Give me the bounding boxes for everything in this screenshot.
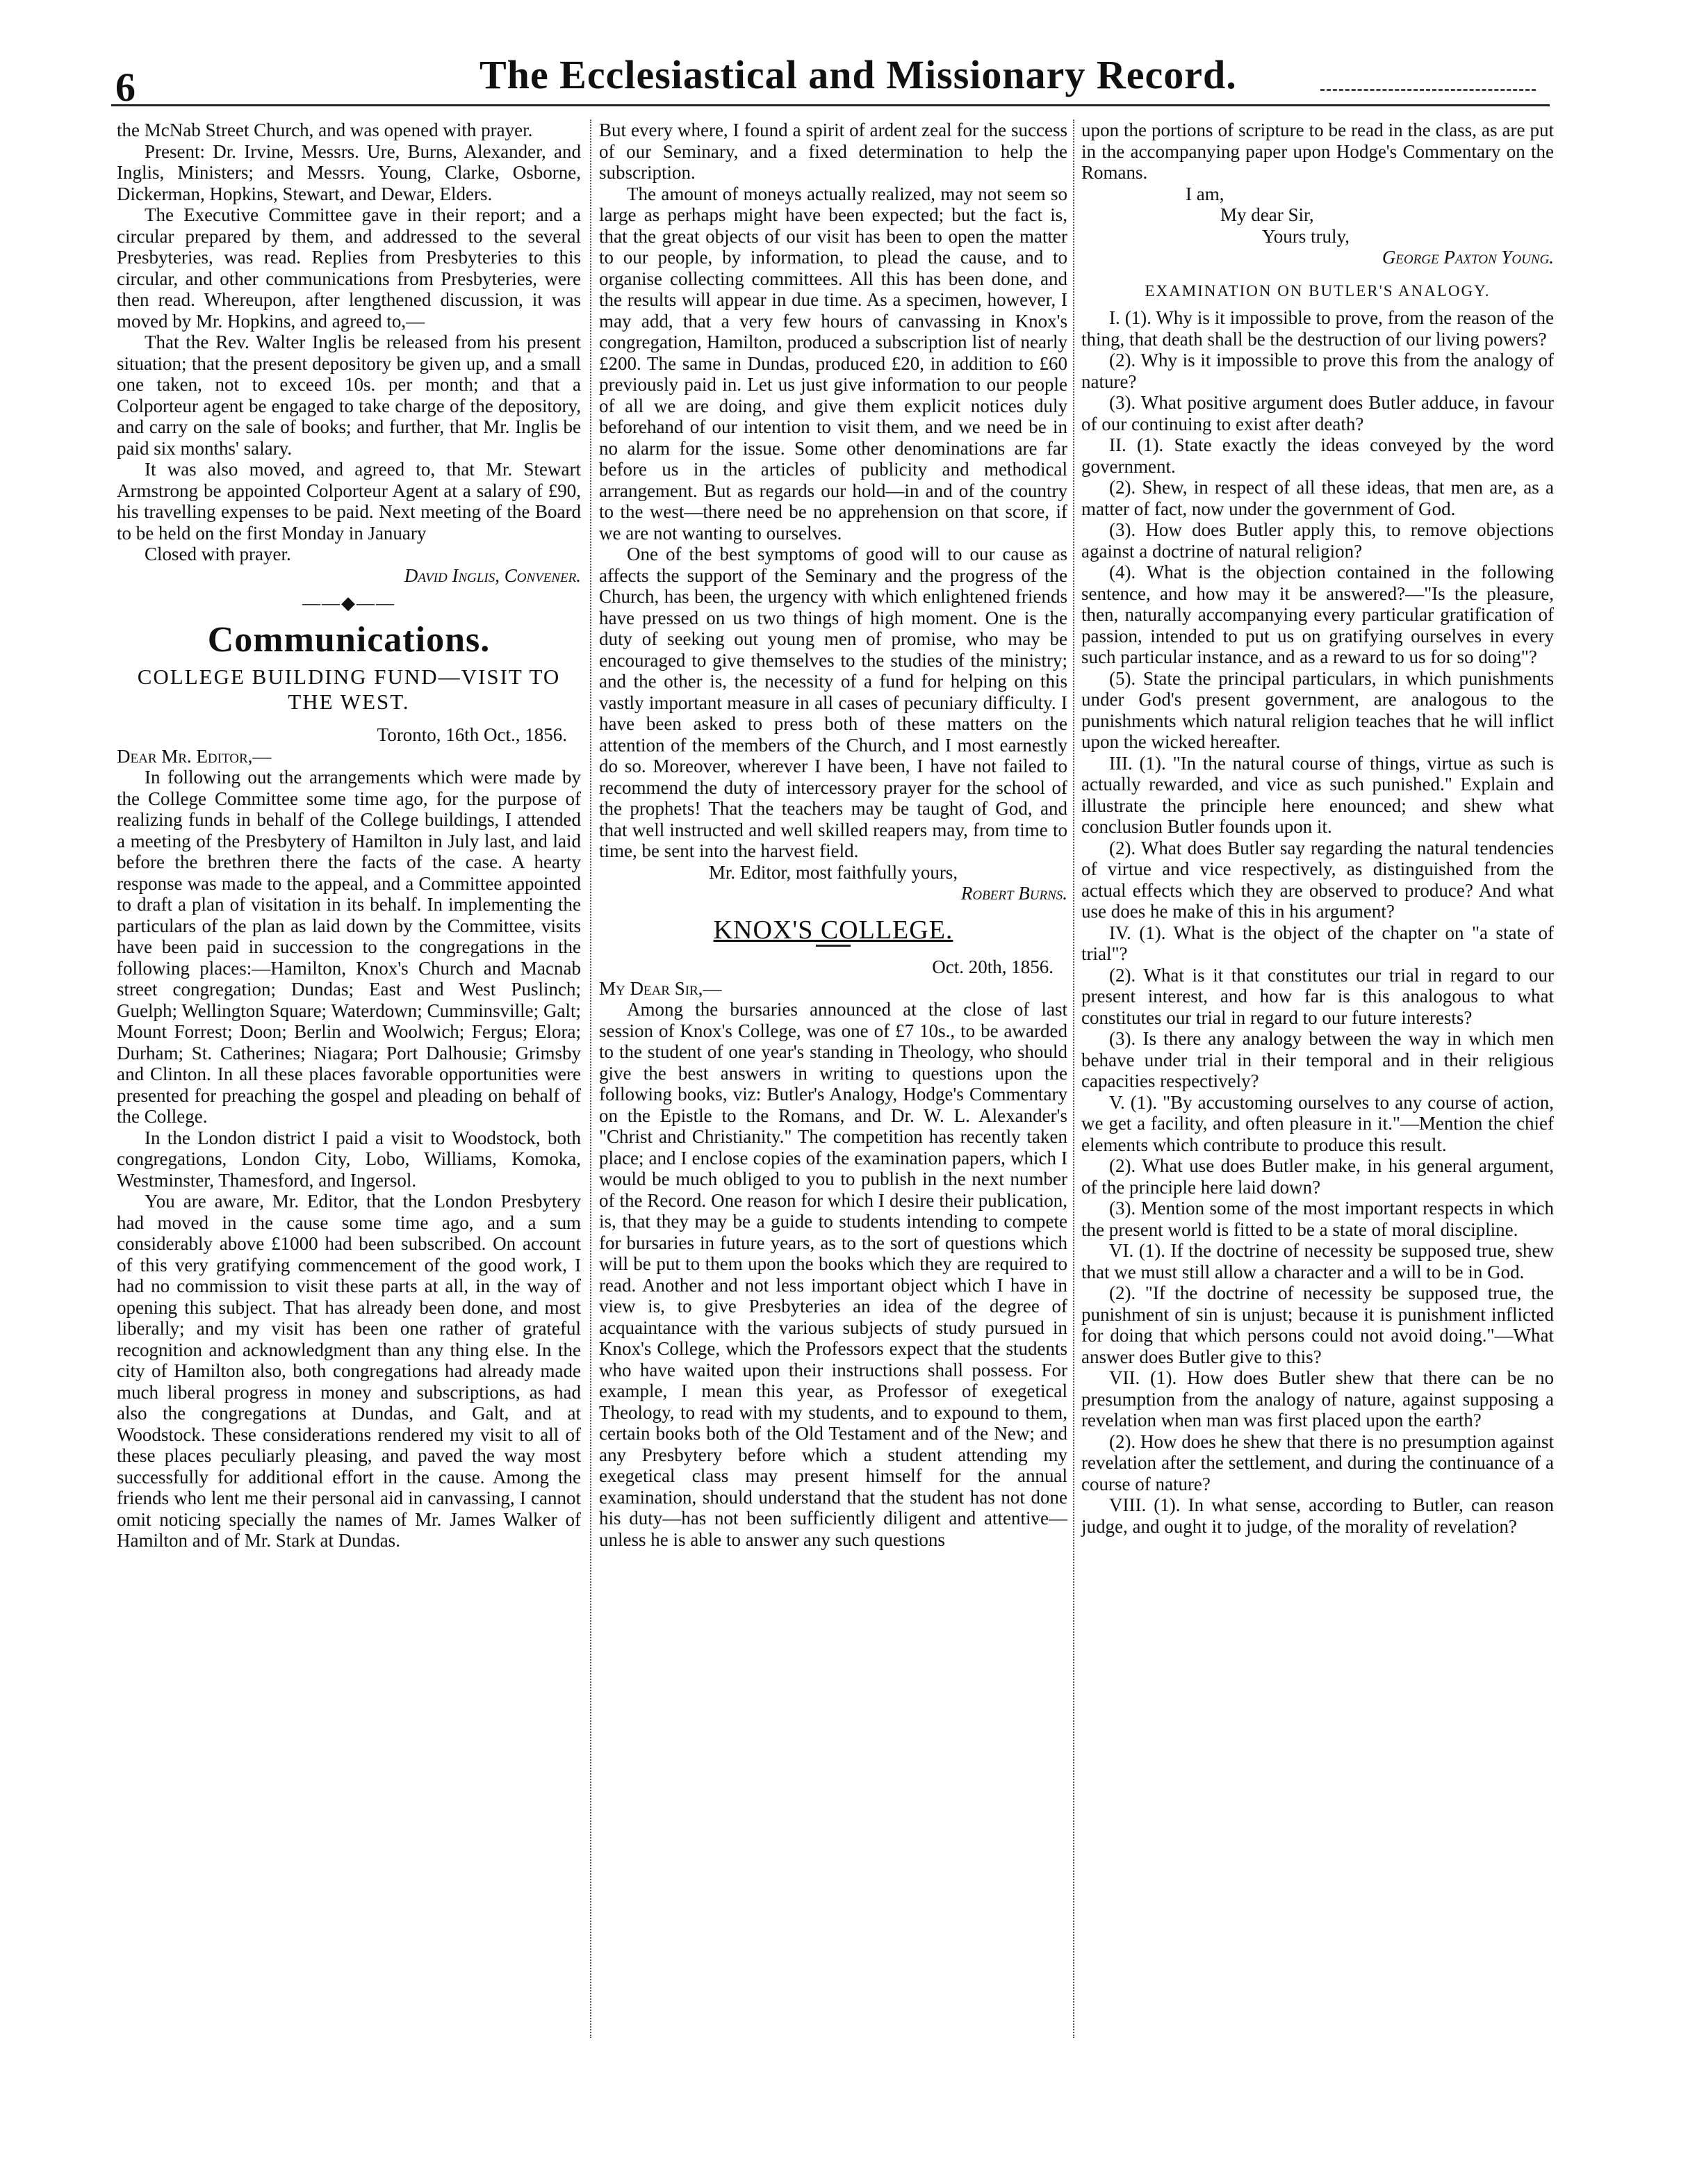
salutation: My Dear Sir,—	[599, 977, 722, 999]
column-divider	[1073, 120, 1074, 2038]
paragraph: It was also moved, and agreed to, that Mr. Stewart Armstrong be appointed Colporteur Agent at a salary of £90, his travelling expenses to be paid. Next meeting of the Board to be held on the first Monday in January	[117, 459, 581, 544]
question: (3). Mention some of the most important respects in which the present world is fitted to be a state of moral discipline.	[1081, 1198, 1554, 1240]
paragraph: That the Rev. Walter Inglis be released from his present situation; that the present depository be given up, and a small one taken, not to exceed 10s. per month; and that a Colporteur agent be engaged to take charge of the depository, and carry on the sale of books; and further, that Mr. Inglis be paid six months' salary.	[117, 332, 581, 459]
question: (2). What does Butler say regarding the natural tendencies of virtue and vice respectively, as distinguished from the actual effects which they are observed to produce? And what use does he make of this in his argument?	[1081, 837, 1554, 922]
column-3	[1081, 120, 1554, 1537]
section-title: Communications.	[207, 619, 491, 660]
question: II. (1). State exactly the ideas conveyed by the word government.	[1081, 434, 1554, 477]
closing: I am,	[1186, 183, 1224, 204]
article-date: Oct. 20th, 1856.	[932, 956, 1054, 977]
question: (4). What is the objection contained in the following sentence, and how may it be answered?—"Is the pleasure, then, naturally accompanying every particular gratification of passion, intended to put us on gratifying ourselves in every such particular instance, and as a reward to us for so doing"?	[1081, 562, 1554, 667]
running-title: The Ecclesiastical and Missionary Record.	[480, 52, 1237, 97]
paragraph: Present: Dr. Irvine, Messrs. Ure, Burns, Alexander, and Inglis, Ministers; and Messrs. Young, Clarke, Osborne, Dickerman, Hopkins, Stewart, and Dewar, Elders.	[117, 140, 581, 204]
column-divider	[590, 120, 591, 2038]
question: (2). Shew, in respect of all these ideas, that men are, as a matter of fact, now under the government of God.	[1081, 477, 1554, 519]
question: VI. (1). If the doctrine of necessity be supposed true, shew that we must still allow a character and a will to be in God.	[1081, 1240, 1554, 1282]
question: (5). State the principal particulars, in which punishments under God's present government, are analogous to the punishments which natural religion teaches that he will inflict upon the wicked hereafter.	[1081, 667, 1554, 752]
closing: Mr. Editor, most faithfully yours,	[708, 861, 958, 883]
paragraph: In following out the arrangements which were made by the College Committee some time ago, for the purpose of realizing funds in behalf of the College buildings, I attended a meeting of the Presbytery of Hamilton in July last, and laid before the brethren there the facts of the case. A hearty response was made to the appeal, and a Committee appointed to draft a plan of visitation in its behalf. In implementing the particulars of the plan as laid down by the Committee, visits have been paid in succession to the congregations in the following places:—Hamilton, Knox's Church and Macnab street congregation; Dundas; East and West Puslinch; Guelph; Wellington Square; Waterdown; Cumminsville; Galt; Mount Forrest; Doon; Berlin and Woolwich; Fergus; Elora; Durham; St. Catherines; Niagara; Port Dalhousie; Grimsby and Clinton. In all these places favorable opportunities were presented for preaching the gospel and pleading on behalf of the College.	[117, 767, 581, 1127]
page-number: 6	[115, 65, 136, 110]
question: (3). Is there any analogy between the way in which men behave under trial in their temporal and in their religious capacities respectively?	[1081, 1028, 1554, 1091]
question: (3). How does Butler apply this, to remove objections against a doctrine of natural religion?	[1081, 519, 1554, 562]
question: VIII. (1). In what sense, according to Butler, can reason judge, and ought it to judge, of the morality of revelation?	[1081, 1494, 1554, 1537]
paragraph: upon the portions of scripture to be read in the class, as are put in the accompanying paper upon Hodge's Commentary on the Romans.	[1081, 120, 1554, 183]
closing: My dear Sir,	[1220, 204, 1314, 225]
article-date: Toronto, 16th Oct., 1856.	[377, 724, 567, 745]
question: I. (1). Why is it impossible to prove, from the reason of the thing, that death shall be the destruction of our living powers?	[1081, 307, 1554, 350]
article-title: KNOX'S COLLEGE.	[713, 915, 953, 945]
paragraph: One of the best symptoms of good will to our cause as affects the support of the Seminary and the progress of the Church, has been, the urgency with which enlightened friends have pressed on us two things of high moment. One is the duty of seeking out young men of promise, who may be encouraged to give themselves to the studies of the ministry; and the other is, the necessity of a fund for helping on this vastly important measure in all cases of pecuniary difficulty. I have been asked to press both of these matters on the attention of the members of the Church, and I most earnestly do so. Moreover, wherever I have been, I have not failed to recommend the duty of intercessory prayer for the school of the prophets! That the teachers may be taught of God, and that well instructed and well skilled reapers may, from time to time, be sent into the harvest field.	[599, 544, 1067, 861]
question: (2). What use does Butler make, in his general argument, of the principle here laid down?	[1081, 1155, 1554, 1198]
paragraph: But every where, I found a spirit of ardent zeal for the success of our Seminary, and a fixed determination to help the subscription.	[599, 120, 1067, 183]
paragraph: In the London district I paid a visit to Woodstock, both congregations, London City, Lobo, Williams, Komoka, Westminster, Thamesford, and Ingersol.	[117, 1127, 581, 1191]
question: III. (1). "In the natural course of things, virtue as such is actually rewarded, and vice as such punished." Explain and illustrate the principle here enounced; and shew what conclusion Butler founds upon it.	[1081, 752, 1554, 837]
article-title: COLLEGE BUILDING FUND—VISIT TO THE WEST.	[137, 665, 561, 714]
header-rule	[111, 104, 1550, 106]
header-dashed-rule	[1320, 89, 1536, 91]
paragraph: the McNab Street Church, and was opened with prayer.	[117, 120, 533, 140]
paragraph: Among the bursaries announced at the close of last session of Knox's College, was one of £7 10s., to be awarded to the student of one year's standing in Theology, who should give the best answers in writing to questions upon the following books, viz: Butler's Analogy, Hodge's Commentary on the Epistle to the Romans, and Dr. W. L. Alexander's "Christ and Christianity." The competition has recently taken place; and I enclose copies of the examination papers, which I would be much obliged to you to publish in the next number of the Record. One reason for which I desire their publication, is, that they may be a guide to students intending to compete for bursaries in future years, as to the sort of questions which will be put to them upon the books which they are required to read. Another and not less important object which I have in view is, to give Presbyteries an idea of the degree of acquaintance with the various subjects of study pursued in Knox's College, which the Professors expect that the students who have waited upon their instructions shall possess. For example, I mean this year, as Professor of exegetical Theology, to read with my students, and to expound to them, certain books both of the Old Testament and of the New; and any Presbytery before which a student attending my exegetical class may present himself for the annual examination, should understand that the student has not done his duty—has not been sufficiently diligent and attentive—unless he is able to answer any such questions	[599, 999, 1067, 1550]
paragraph: The Executive Committee gave in their report; and a circular prepared by them, and addressed to the several Presbyteries, was read. Replies from Presbyteries to this circular, and other communications from Presbyteries, were then read. Whereupon, after lengthened discussion, it was moved by Mr. Hopkins, and agreed to,—	[117, 204, 581, 332]
ornament-divider: ——◆——	[302, 593, 395, 613]
signature: David Inglis, Convener.	[404, 564, 581, 586]
salutation: Dear Mr. Editor,—	[117, 745, 272, 767]
signature: Robert Burns.	[960, 883, 1067, 904]
title-rule	[816, 945, 851, 947]
closing: Yours truly,	[1262, 225, 1350, 247]
question: V. (1). "By accustoming ourselves to any course of action, we get a facility, and often pleasure in it."—Mention the chief elements which contribute to produce this result.	[1081, 1091, 1554, 1155]
paragraph: You are aware, Mr. Editor, that the London Presbytery had moved in the cause some time ago, and a sum considerably above £1000 had been subscribed. On account of this very gratifying commencement of the good work, I had no commission to visit these parts at all, in the way of opening this subject. That has already been done, and most liberally; and my visit has been one rather of grateful recognition and acknowledgment than any thing else. In the city of Hamilton also, both congregations had already made much liberal progress in money and subscriptions, as had also the congregations at Dundas, and Galt, and at Woodstock. These considerations rendered my visit to all of these places peculiarly pleasing, and paved the way most successfully for additional effort in the cause. Among the friends who lent me their personal aid in canvassing, I cannot omit noticing specially the names of Mr. James Walker of Hamilton and of Mr. Stark at Dundas.	[117, 1191, 581, 1551]
question: (2). What is it that constitutes our trial in regard to our present interest, and how far is this analogous to what constitutes our trial in regard to our future interests?	[1081, 964, 1554, 1028]
question: VII. (1). How does Butler shew that there can be no presumption from the analogy of nature, against supposing a revelation when man was first placed upon the earth?	[1081, 1367, 1554, 1431]
paragraph: The amount of moneys actually realized, may not seem so large as perhaps might have been expected; but the fact is, that the great objects of our visit has been to open the matter to our people, by information, to plead the cause, and to organise collecting committees. All this has been done, and the results will appear in due time. As a specimen, however, I may add, that a very few hours of canvassing in Knox's congregation, Hamilton, produced a subscription list of nearly £200. The same in Dundas, produced £20, in addition to £60 previously paid in. Let us just give information to our people of all we are doing, and give them explicit notices duly beforehand of our intention to visit them, and we need be in no alarm for the issue. Some other denominations are far before us in the articles of publicity and methodical arrangement. But as regards our hold—in and of the country to the west—there need be no apprehension on that score, if we are not wanting to ourselves.	[599, 183, 1067, 544]
question: (2). Why is it impossible to prove this from the analogy of nature?	[1081, 350, 1554, 392]
signature: George Paxton Young.	[1382, 247, 1554, 268]
question: (3). What positive argument does Butler adduce, in favour of our continuing to exist after death?	[1081, 392, 1554, 434]
column-2	[599, 120, 1067, 1550]
paragraph: Closed with prayer.	[145, 544, 291, 564]
exam-title: EXAMINATION ON BUTLER'S ANALOGY.	[1145, 282, 1491, 300]
question: IV. (1). What is the object of the chapter on "a state of trial"?	[1081, 922, 1554, 964]
question: (2). "If the doctrine of necessity be supposed true, the punishment of sin is unjust; because it is punishment inflicted for doing that which persons could not avoid doing."—What answer does Butler give to this?	[1081, 1282, 1554, 1367]
question: (2). How does he shew that there is no presumption against revelation after the settlement, and during the continuance of a course of nature?	[1081, 1431, 1554, 1494]
column-1	[117, 120, 581, 1551]
